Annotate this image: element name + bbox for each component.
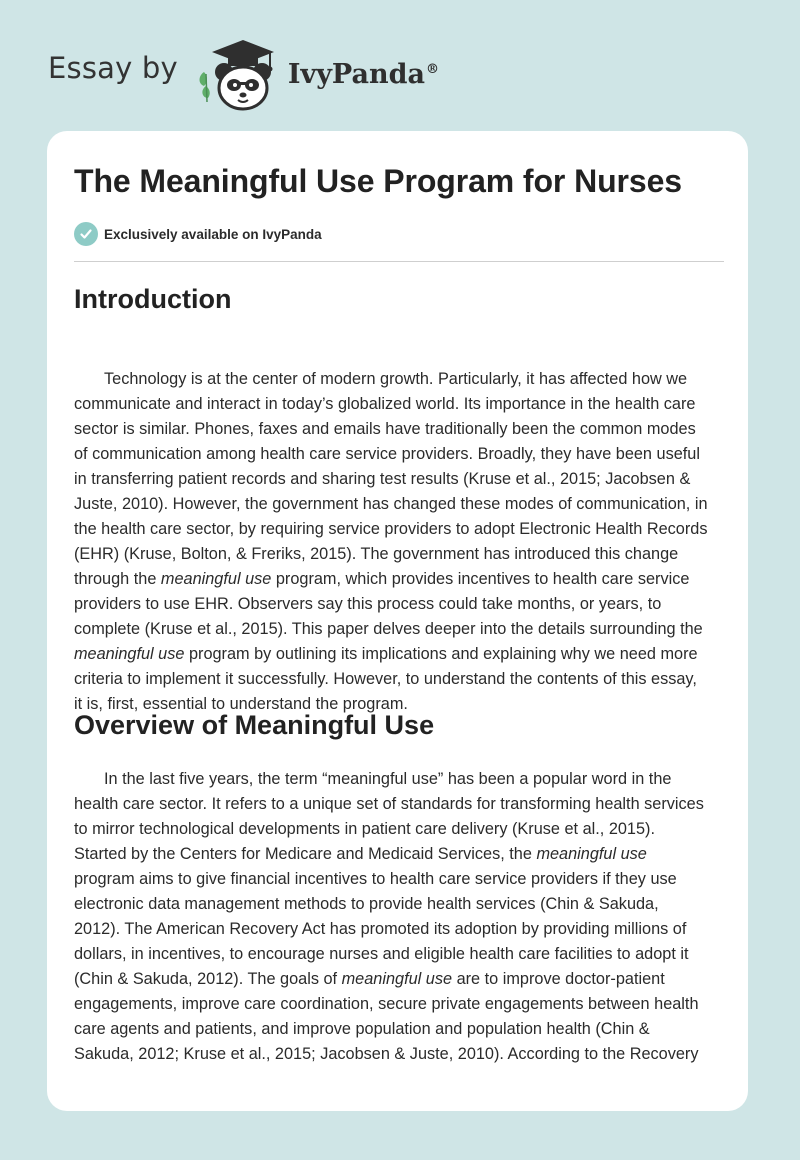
text-segment: In the last five years, the term “meaningful use” has been a popular word in the	[104, 770, 672, 788]
emphasized-term: meaningful use	[160, 570, 272, 588]
paragraph-line	[74, 567, 724, 592]
panda-logo-icon	[194, 32, 280, 112]
text-segment: criteria to implement it successfully. However, to understand the contents of this essay,	[74, 670, 697, 688]
paragraph-line	[74, 867, 724, 892]
paragraph-line	[74, 892, 724, 917]
paragraph-line	[74, 517, 724, 542]
introduction-paragraph	[74, 367, 724, 717]
paragraph-line	[74, 367, 724, 392]
paragraph-line	[74, 1042, 724, 1067]
paragraph-line	[74, 942, 724, 967]
brand-prefix: Essay by	[48, 51, 178, 85]
text-segment: (Chin & Sakuda, 2012). The goals of	[74, 970, 342, 988]
paragraph-line	[74, 667, 724, 692]
check-circle-icon	[74, 222, 98, 246]
text-segment: of communication among health care service providers. Broadly, they have been useful	[74, 445, 700, 463]
text-segment: program, which provides incentives to health care service	[271, 570, 690, 588]
text-segment: electronic data management methods to provide health services (Chin & Sakuda,	[74, 895, 659, 913]
overview-paragraph	[74, 767, 724, 1067]
text-segment: program aims to give financial incentives to health care service providers if they use	[74, 870, 677, 888]
text-segment: health care sector. It refers to a unique set of standards for transforming health services	[74, 795, 704, 813]
text-segment: care agents and patients, and improve population and population health (Chin &	[74, 1020, 650, 1038]
paragraph-line	[74, 592, 724, 617]
registered-mark: ®	[425, 61, 439, 77]
paragraph-line	[74, 842, 724, 867]
text-segment: dollars, in incentives, to encourage nurses and eligible health care facilities to adopt it	[74, 945, 689, 963]
paragraph-line	[74, 442, 724, 467]
text-segment: sector is similar. Phones, faxes and emails have traditionally been the common modes	[74, 420, 696, 438]
paragraph-line	[74, 492, 724, 517]
exclusive-badge	[74, 221, 322, 247]
paragraph-line	[74, 542, 724, 567]
paragraph-line	[74, 992, 724, 1017]
title-divider	[74, 261, 724, 262]
text-segment: engagements, improve care coordination, secure private engagements between health	[74, 995, 699, 1013]
text-segment: Juste, 2010). However, the government has changed these modes of communication, in	[74, 495, 708, 513]
paragraph-line	[74, 417, 724, 442]
paragraph-line	[74, 1017, 724, 1042]
essay-title: The Meaningful Use Program for Nurses	[74, 163, 682, 199]
text-segment: through the	[74, 570, 161, 588]
paragraph-line	[74, 792, 724, 817]
paragraph-line	[74, 642, 724, 667]
paragraph-line	[74, 917, 724, 942]
paragraph-line	[74, 467, 724, 492]
emphasized-term: meaningful use	[536, 845, 647, 863]
text-segment: are to improve doctor-patient	[452, 970, 665, 988]
text-segment: the health care sector, by requiring service providers to adopt Electronic Health Records	[74, 520, 708, 538]
paragraph-line	[74, 617, 724, 642]
exclusive-badge-text: Exclusively available on IvyPanda	[104, 226, 322, 242]
text-segment: it is, first, essential to understand the program.	[74, 695, 408, 713]
check-mark-icon	[79, 227, 93, 241]
text-segment: communicate and interact in today’s globalized world. Its importance in the health care	[74, 395, 696, 413]
brand-name-text: IvyPanda	[287, 58, 425, 90]
paragraph-line	[74, 767, 724, 792]
text-segment: Sakuda, 2012; Kruse et al., 2015; Jacobsen & Juste, 2010). According to the Recovery	[74, 1045, 699, 1063]
text-segment: to mirror technological developments in patient care delivery (Kruse et al., 2015).	[74, 820, 655, 838]
text-segment: complete (Kruse et al., 2015). This paper delves deeper into the details surrounding the	[74, 620, 703, 638]
emphasized-term: meaningful use	[74, 645, 185, 663]
text-segment: in transferring patient records and sharing test results (Kruse et al., 2015; Jacobsen &	[74, 470, 691, 488]
section-heading-overview: Overview of Meaningful Use	[74, 710, 435, 740]
text-segment: (EHR) (Kruse, Bolton, & Freriks, 2015). The government has introduced this change	[74, 545, 679, 563]
text-segment: providers to use EHR. Observers say this process could take months, or years, to	[74, 595, 662, 613]
text-segment: Started by the Centers for Medicare and Medicaid Services, the	[74, 845, 537, 863]
text-segment: program by outlining its implications and explaining why we need more	[184, 645, 698, 663]
paragraph-line	[74, 967, 724, 992]
text-segment: 2012). The American Recovery Act has promoted its adoption by providing millions of	[74, 920, 687, 938]
essay-card	[47, 131, 748, 1111]
section-heading-introduction: Introduction	[74, 284, 232, 314]
text-segment: Technology is at the center of modern growth. Particularly, it has affected how we	[104, 370, 688, 388]
brand-name	[288, 59, 439, 90]
paragraph-line	[74, 817, 724, 842]
site-header-logo[interactable]	[48, 32, 439, 112]
paragraph-line	[74, 392, 724, 417]
emphasized-term: meaningful use	[341, 970, 453, 988]
